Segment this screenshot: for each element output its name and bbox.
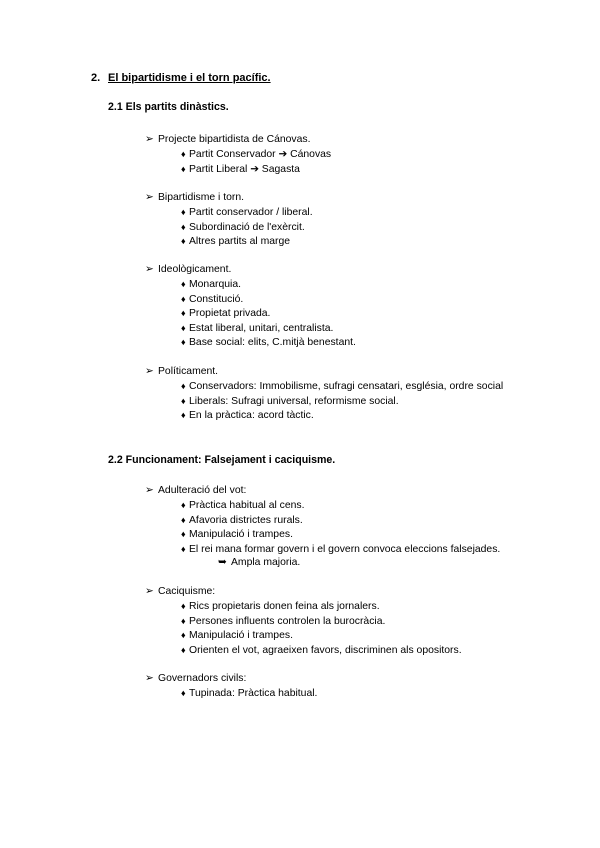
diamond-bullet-icon: ♦ — [181, 395, 186, 406]
item-text: Monarquia. — [189, 279, 241, 290]
item-text: Liberals: Sufragi universal, reformisme social. — [189, 395, 399, 407]
topic-label: Projecte bipartidista de Cánovas. — [158, 134, 311, 145]
outline-topic — [145, 262, 356, 277]
outline-group — [145, 671, 317, 701]
diamond-bullet-icon: ♦ — [181, 163, 186, 174]
diamond-bullet-icon: ♦ — [181, 529, 186, 540]
diamond-bullet-icon: ♦ — [181, 221, 186, 232]
list-item — [145, 527, 500, 542]
heading-number: 2. — [91, 72, 101, 84]
list-item — [145, 306, 356, 321]
outline-topic — [145, 190, 313, 205]
outline-group — [145, 483, 500, 571]
arrow-bullet-icon: ➢ — [145, 264, 154, 275]
item-text: Partit Liberal ➔ Sagasta — [189, 163, 300, 175]
item-text: Altres partits al marge — [189, 236, 291, 248]
topic-label: Caciquisme: — [158, 586, 216, 597]
list-item — [145, 162, 331, 177]
item-text: Tupinada: Pràctica habitual. — [189, 688, 318, 699]
outline-topic — [145, 132, 331, 147]
diamond-bullet-icon: ♦ — [181, 236, 186, 247]
outline-group — [145, 262, 356, 350]
diamond-bullet-icon: ♦ — [181, 615, 186, 626]
outline-topic — [145, 671, 317, 686]
main-heading — [91, 72, 271, 84]
topic-label: Adulteració del vot: — [158, 485, 247, 496]
list-item — [145, 292, 356, 307]
list-item — [145, 513, 500, 528]
arrow-bullet-icon: ➢ — [145, 586, 154, 597]
outline-topic — [145, 364, 503, 379]
diamond-bullet-icon: ♦ — [181, 543, 186, 554]
list-item — [145, 394, 503, 409]
item-text: Afavoria districtes rurals. — [189, 514, 303, 526]
item-text: Conservadors: Immobilisme, sufragi censatari, església, ordre social — [189, 381, 504, 392]
right-arrow-icon: ➥ — [218, 557, 227, 569]
outline-topic — [145, 483, 500, 498]
sub-item-text: Ampla majoria. — [231, 557, 301, 569]
item-text: Constitució. — [189, 293, 244, 305]
diamond-bullet-icon: ♦ — [181, 293, 186, 304]
list-item — [145, 643, 462, 658]
arrow-bullet-icon: ➢ — [145, 366, 154, 377]
item-text: Subordinació de l'exèrcit. — [189, 221, 305, 233]
diamond-bullet-icon: ♦ — [181, 601, 186, 611]
topic-label: Ideològicament. — [158, 264, 232, 275]
list-item — [145, 408, 503, 423]
section-title: 2.1 Els partits dinàstics. — [108, 101, 229, 113]
item-text: Partit conservador / liberal. — [189, 207, 313, 218]
list-item — [145, 277, 356, 292]
diamond-bullet-icon: ♦ — [181, 514, 186, 525]
list-item — [145, 147, 331, 162]
list-item — [145, 686, 317, 701]
outline-topic — [145, 584, 462, 599]
list-item — [145, 234, 313, 249]
outline-group — [145, 132, 331, 176]
list-item — [145, 542, 500, 557]
outline-group — [145, 364, 503, 423]
list-item — [145, 321, 356, 336]
diamond-bullet-icon: ♦ — [181, 149, 186, 159]
list-item — [145, 614, 462, 629]
outline-group — [145, 584, 462, 657]
list-item — [145, 498, 500, 513]
section-title: 2.2 Funcionament: Falsejament i caciquisme. — [108, 454, 336, 466]
diamond-bullet-icon: ♦ — [181, 308, 186, 319]
item-text: Estat liberal, unitari, centralista. — [189, 322, 334, 334]
item-text: Base social: elits, C.mitjà benestant. — [189, 337, 356, 349]
item-text: En la pràctica: acord tàctic. — [189, 410, 314, 422]
item-text: Propietat privada. — [189, 308, 271, 320]
list-item — [145, 205, 313, 220]
arrow-bullet-icon: ➢ — [145, 134, 154, 145]
item-text: El rei mana formar govern i el govern convoca eleccions falsejades. — [189, 543, 501, 555]
arrow-bullet-icon: ➢ — [145, 485, 154, 496]
list-item — [145, 220, 313, 235]
heading-title: El bipartidisme i el torn pacífic. — [108, 72, 271, 84]
diamond-bullet-icon: ♦ — [181, 337, 186, 348]
topic-label: Governadors civils: — [158, 673, 247, 684]
list-item — [145, 335, 356, 350]
diamond-bullet-icon: ♦ — [181, 500, 186, 510]
item-text: Manipulació i trampes. — [189, 529, 293, 541]
diamond-bullet-icon: ♦ — [181, 410, 186, 421]
item-text: Persones influents controlen la burocràcia. — [189, 615, 386, 627]
diamond-bullet-icon: ♦ — [181, 279, 186, 289]
list-item — [145, 628, 462, 643]
item-text: Rics propietaris donen feina als jornalers. — [189, 601, 380, 612]
item-text: Orienten el vot, agraeixen favors, discriminen als opositors. — [189, 644, 462, 656]
outline-group — [145, 190, 313, 249]
list-item — [145, 599, 462, 614]
arrow-bullet-icon: ➢ — [145, 673, 154, 684]
diamond-bullet-icon: ♦ — [181, 630, 186, 641]
diamond-bullet-icon: ♦ — [181, 207, 186, 217]
topic-label: Bipartidisme i torn. — [158, 192, 245, 203]
diamond-bullet-icon: ♦ — [181, 381, 186, 391]
arrow-bullet-icon: ➢ — [145, 192, 154, 203]
diamond-bullet-icon: ♦ — [181, 644, 186, 655]
item-text: Partit Conservador ➔ Cánovas — [189, 149, 332, 160]
list-item — [145, 379, 503, 394]
item-text: Manipulació i trampes. — [189, 630, 293, 642]
sub-item — [145, 556, 500, 571]
item-text: Pràctica habitual al cens. — [189, 500, 305, 511]
diamond-bullet-icon: ♦ — [181, 688, 186, 698]
topic-label: Políticament. — [158, 366, 219, 377]
diamond-bullet-icon: ♦ — [181, 322, 186, 333]
